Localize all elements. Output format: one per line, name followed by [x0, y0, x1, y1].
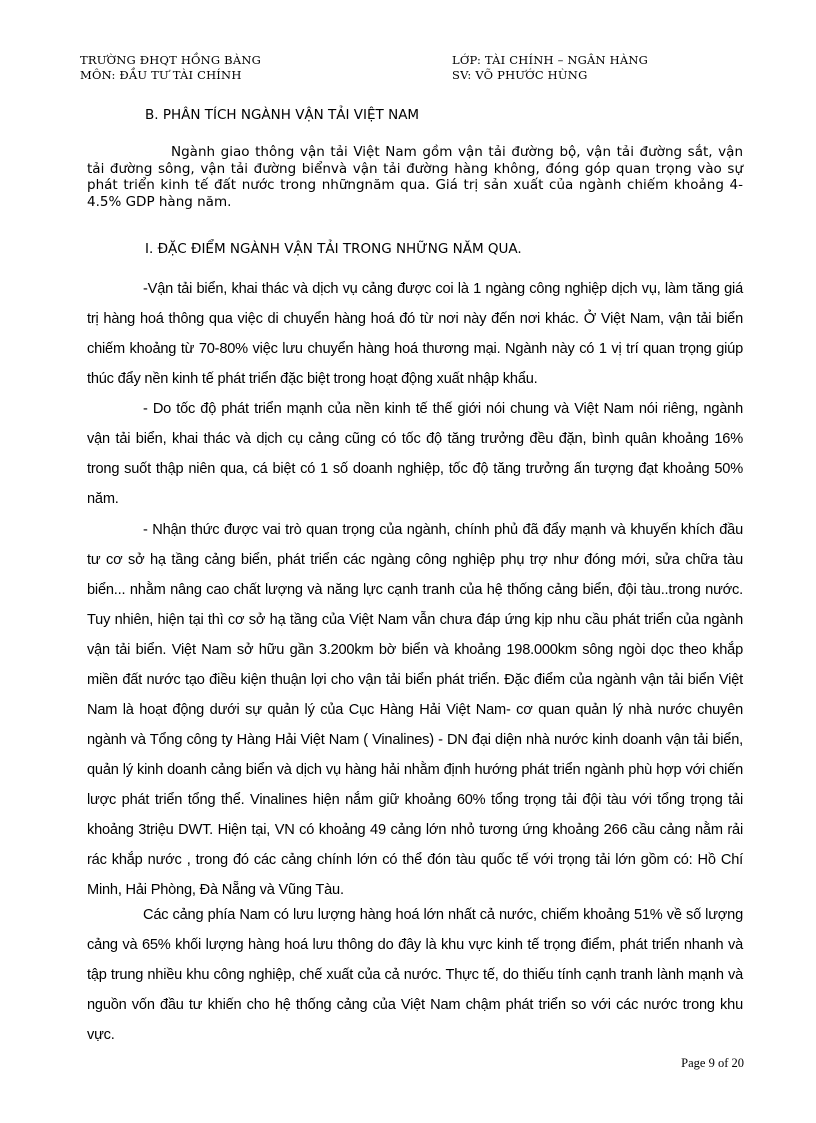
section-b-heading: B. PHÂN TÍCH NGÀNH VẬN TẢI VIỆT NAM [145, 107, 420, 123]
body-paragraph: - Do tốc độ phát triển mạnh của nền kinh tế thế giới nói chung và Việt Nam nói riêng, ngành vận tải biển, khai thác và dịch cụ cảng cũng có tốc độ tăng trưởng đều đặn, bình quân khoảng 16% trong suốt thập niên qua, cá biệt có 1 số doanh nghiệp, tốc độ tăng trưởng ấn tượng đạt khoảng 50% năm. [87, 401, 743, 507]
school-name: TRƯỜNG ĐHQT HỒNG BÀNG [80, 53, 261, 67]
body-paragraph: -Vận tải biển, khai thác và dịch vụ cảng được coi là 1 ngàng công nghiệp dịch vụ, làm tăng giá trị hàng hoá thông qua việc di chuyển hàng hoá đó từ nơi này đến nơi khác. Ở Việt Nam, vận tải biển chiếm khoảng từ 70-80% việc lưu chuyển hàng hoá thương mại. Ngành này có 1 vị trí quan trọng giúp thúc đẩy nền kinh tế phát triển đặc biệt trong hoạt động xuất nhập khẩu. [87, 281, 743, 387]
student-name: SV: VÕ PHƯỚC HÙNG [452, 68, 588, 82]
subject-name: MÔN: ĐẦU TƯ TÀI CHÍNH [80, 68, 242, 82]
body-paragraph: Các cảng phía Nam có lưu lượng hàng hoá lớn nhất cả nước, chiếm khoảng 51% về số lượng cảng và 65% khối lượng hàng hoá lưu thông do đây là khu vực kinh tế trọng điểm, phát triển nhanh và tập trung nhiều khu công nghiệp, chế xuất của cả nước. Thực tế, do thiếu tính cạnh tranh lành mạnh và nguồn vốn đầu tư khiến cho hệ thống cảng của Việt Nam chậm phát triển so với các nước trong khu vực. [87, 907, 743, 1043]
header-right [452, 53, 648, 83]
header-left [80, 53, 261, 83]
body-paragraph: - Nhận thức được vai trò quan trọng của ngành, chính phủ đã đẩy mạnh và khuyến khích đầu tư cơ sở hạ tầng cảng biển, phát triển các ngàng công nghiệp phụ trợ như đóng mới, sửa chữa tàu biển... nhằm nâng cao chất lượng và năng lực cạnh tranh của hệ thống cảng biển, đội tàu..trong nước. Tuy nhiên, hiện tại thì cơ sở hạ tầng của Việt Nam vẫn chưa đáp ứng kịp nhu cầu phát triển của ngành vận tải biển. Việt Nam sở hữu gần 3.200km bờ biển và khoảng 198.000km sông ngòi dọc theo khắp miền đất nước tạo điều kiện thuận lợi cho vận tải biển phát triển. Đặc điểm của ngành vận tải biển Việt Nam là hoạt động dưới sự quản lý của Cục Hàng Hải Việt Nam- cơ quan quản lý nhà nước chuyên ngành và Tổng công ty Hàng Hải Việt Nam ( Vinalines) - DN đại diện nhà nước kinh doanh vận tải biển, quản lý kinh doanh cảng biển và dịch vụ hàng hải nhằm định hướng phát triển ngành phù hợp với chiến lược phát triển tổng thể. Vinalines hiện nắm giữ khoảng 60% tổng trọng tải đội tàu với tổng trọng tải khoảng 3triệu DWT. Hiện tại, VN có khoảng 49 cảng lớn nhỏ tương ứng khoảng 266 cầu cảng nằm rải rác khắp nước , trong đó các cảng chính lớn có thể đón tàu quốc tế với trọng tải lớn gồm có: Hồ Chí Minh, Hải Phòng, Đà Nẵng và Vũng Tàu. [87, 522, 743, 898]
section-i-heading: I. ĐẶC ĐIỂM NGÀNH VẬN TẢI TRONG NHỮNG NĂM QUA. [145, 241, 522, 257]
class-name: LỚP: TÀI CHÍNH – NGÂN HÀNG [452, 53, 649, 67]
page-number: Page 9 of 20 [681, 1056, 744, 1070]
intro-paragraph: Ngành giao thông vận tải Việt Nam gồm vận tải đường bộ, vận tải đường sắt, vận tải đường sông, vận tải đường biểnvà vận tải đường hàng không, đóng góp quan trọng vào sự phát triển kinh tế đất nước trong nhữngnăm qua. Giá trị sản xuất của ngành chiếm khoảng 4- 4.5% GDP hàng năm. [87, 144, 743, 210]
